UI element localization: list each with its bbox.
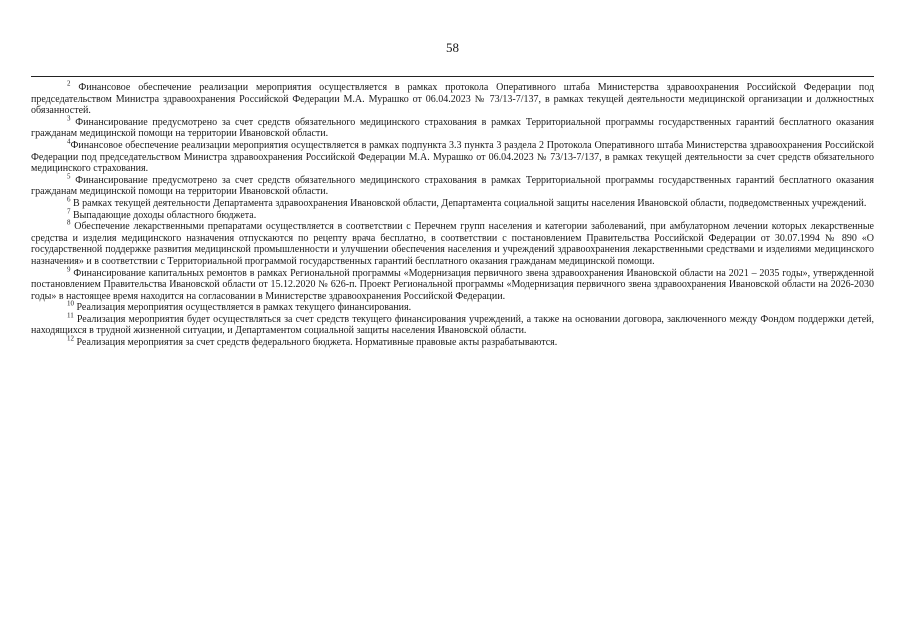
page-number: 58 — [446, 40, 459, 55]
footnote — [31, 311, 874, 337]
footnote-mark: 8 — [67, 218, 71, 227]
footnote-mark: 9 — [67, 265, 71, 274]
footnote — [31, 299, 874, 314]
footnote-text: Финансовое обеспечение реализации мероприятия осуществляется в рамках подпункта 3.3 пункта 3 раздела 2 Протокола Оперативного штаба Министерства здравоохранения Российской Федерации под председательством Министра здравоохранения Российской Федерации М.А. Мурашко от 06.04.2023 № 73/13-7/137, в рамках текущей деятельности за счет средств обязательного медицинского страхования. — [31, 139, 874, 175]
footnote — [31, 195, 874, 210]
footnote-text: Реализация мероприятия будет осуществляться за счет средств текущего финансирования учреждений, а также на основании договора, заключенного между Фондом поддержки детей, находящихся в трудной жизненной ситуации, и Департаментом социальной защиты населения Ивановской области. — [31, 313, 874, 337]
footnote — [31, 79, 874, 117]
footnote-text: Реализация мероприятия за счет средств федерального бюджета. Нормативные правовые акты разрабатываются. — [74, 337, 558, 349]
footnote-mark: 12 — [67, 334, 74, 343]
footnote — [31, 265, 874, 303]
footnote — [31, 207, 874, 222]
footnote-text: Финансирование капитальных ремонтов в рамках Региональной программы «Модернизация первичного звена здравоохранения Ивановской области на 2021 – 2035 годы», утвержденной постановлением Правительства Ивановской области от 15.12.2020 № 626-п. Проект Региональной программы «Модернизация первичного звена здравоохранения Ивановской области на 2026-2030 годы» в настоящее время находится на согласовании в Министерстве здравоохранения Российской Федерации. — [31, 267, 874, 302]
footnote — [31, 137, 874, 175]
footnote — [31, 172, 874, 198]
footnote-mark: 2 — [67, 79, 71, 88]
footnote-mark: 7 — [67, 207, 71, 216]
footnote-separator — [31, 76, 874, 77]
footnote-text: Реализация мероприятия осуществляется в рамках текущего финансирования. — [74, 302, 412, 314]
footnotes-list — [31, 79, 874, 349]
footnote-text: Финансирование предусмотрено за счет средств обязательного медицинского страхования в рамках Территориальной программы государственных гарантий бесплатного оказания гражданам медицинской помощи на территории Ивановской области. — [31, 174, 874, 198]
footnote-mark: 10 — [67, 299, 74, 308]
footnote-mark: 4 — [67, 137, 71, 146]
footnote-text: Финансовое обеспечение реализации мероприятия осуществляется в рамках протокола Оперативного штаба Министерства здравоохранения Российской Федерации под председательством Министра здравоохранения Российской Федерации М.А. Мурашко от 06.04.2023 № 73/13-7/137, в рамках текущей деятельности медицинской организации и должностных обязанностей. — [31, 82, 874, 117]
footnote-mark: 5 — [67, 172, 71, 181]
footnote-mark: 11 — [67, 311, 74, 320]
footnote-text: Обеспечение лекарственными препаратами осуществляется в соответствии с Перечнем групп населения и категории заболеваний, при амбулаторном лечении которых лекарственные средства и изделия медицинского назначения отпускаются по рецепту врача бесплатно, в соответствии с постановлением Правительства Российской Федерации от 30.07.1994 № 890 «О государственной поддержке развития медицинской промышленности и улучшении обеспечения населения и учреждений здравоохранения лекарственными средствами и изделиями медицинского назначения» и в соответствии с Территориальной программой государственных гарантий бесплатного оказания гражданам медицинской помощи. — [31, 221, 874, 267]
footnote-text: В рамках текущей деятельности Департамента здравоохранения Ивановской области, Департамента социальной защиты населения Ивановской области, подведомственных учреждений. — [70, 197, 867, 209]
footnote — [31, 334, 874, 349]
footnote — [31, 218, 874, 267]
footnote-text: Выпадающие доходы областного бюджета. — [70, 209, 257, 221]
footnote-mark: 3 — [67, 114, 71, 123]
footnote-mark: 6 — [67, 195, 71, 204]
footnote — [31, 114, 874, 140]
footnote-text: Финансирование предусмотрено за счет средств обязательного медицинского страхования в рамках Территориальной программы государственных гарантий бесплатного оказания гражданам медицинской помощи на территории Ивановской области. — [31, 116, 874, 140]
